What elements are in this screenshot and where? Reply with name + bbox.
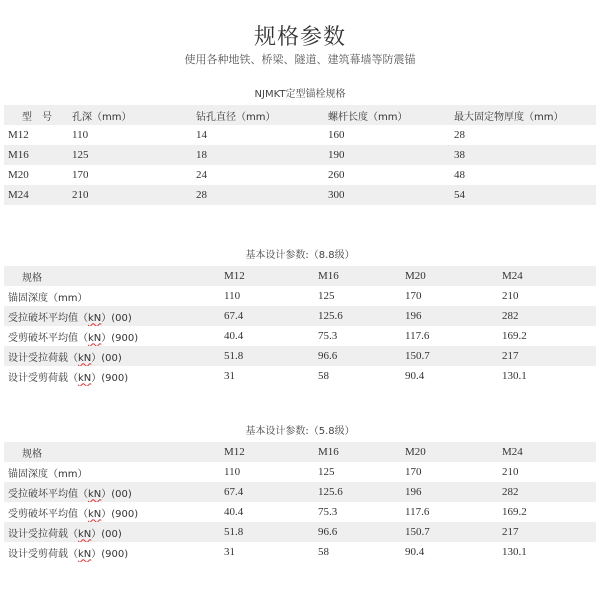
page-subtitle: 使用各种地铁、桥梁、隧道、建筑幕墙等防震锚 <box>184 53 416 66</box>
row-label: 锚固深度（mm） <box>8 468 88 480</box>
table-cell: 196 <box>405 482 502 502</box>
table-cell: 117.6 <box>405 506 430 518</box>
table-row <box>4 286 596 306</box>
row-label: 设计受拉荷载（kN）(00) <box>4 346 224 366</box>
table-cell: 110 <box>72 129 89 141</box>
table-cell: 38 <box>454 145 596 165</box>
table-cell: 28 <box>454 129 465 141</box>
table-row <box>4 346 596 366</box>
table-cell: M24 <box>4 185 72 205</box>
table-cell: 210 <box>72 185 196 205</box>
table-row <box>4 522 596 542</box>
table-row <box>4 482 596 502</box>
table-cell: 28 <box>196 185 328 205</box>
table-cell: 196 <box>405 306 502 326</box>
table-row <box>4 145 596 165</box>
table-cell: 58 <box>318 370 329 382</box>
table-cell: 282 <box>502 306 596 326</box>
table3-title: 基本设计参数:（5.8级） <box>245 426 355 437</box>
table2-title: 基本设计参数:（8.8级） <box>245 250 355 261</box>
header-cell: 孔深（mm） <box>72 105 196 125</box>
table-header-row <box>4 442 596 462</box>
design-params-table-5-8 <box>4 442 596 562</box>
table-cell: 90.4 <box>405 546 425 558</box>
table-cell: 160 <box>328 129 345 141</box>
row-label: 受拉破坏平均值（kN）(00) <box>4 306 224 326</box>
table-cell: 150.7 <box>405 346 502 366</box>
row-label: 受剪破坏平均值（kN）(900) <box>8 508 139 520</box>
header-cell: 型 号 <box>4 105 72 125</box>
design-params-table-8-8 <box>4 266 596 386</box>
header-cell: 钻孔直径（mm） <box>196 105 328 125</box>
header-cell: 规格 <box>4 442 224 462</box>
table-header-row <box>4 266 596 286</box>
table-cell: 67.4 <box>224 482 318 502</box>
table-cell: 58 <box>318 546 329 558</box>
table-cell: 54 <box>454 185 596 205</box>
table-cell: 40.4 <box>224 506 244 518</box>
table-cell: 75.3 <box>318 330 338 342</box>
header-cell: M20 <box>405 442 502 462</box>
table-cell: 260 <box>328 169 345 181</box>
table-cell: M12 <box>8 129 29 141</box>
header-cell: M20 <box>405 266 502 286</box>
table-row <box>4 462 596 482</box>
table-cell: 125 <box>318 290 335 302</box>
table-cell: 130.1 <box>502 370 527 382</box>
table-row <box>4 185 596 205</box>
table-cell: 169.2 <box>502 506 527 518</box>
table-row <box>4 165 596 185</box>
table-cell: 125.6 <box>318 482 405 502</box>
table-cell: 300 <box>328 185 454 205</box>
table-cell: 96.6 <box>318 522 405 542</box>
header-cell: 规格 <box>4 266 224 286</box>
page-title: 规格参数 <box>253 25 346 50</box>
table-cell: 170 <box>405 466 422 478</box>
header-cell: M12 <box>224 442 318 462</box>
row-label: 受剪破坏平均值（kN）(900) <box>8 332 139 344</box>
row-label: 受拉破坏平均值（kN）(00) <box>4 482 224 502</box>
table-cell: 170 <box>72 169 89 181</box>
row-label: 设计受剪荷载（kN）(900) <box>8 372 129 384</box>
table-cell: 51.8 <box>224 346 318 366</box>
table-cell: 18 <box>196 145 328 165</box>
table-cell: 96.6 <box>318 346 405 366</box>
table-cell: 150.7 <box>405 522 502 542</box>
table-row <box>4 125 596 145</box>
table-cell: 125 <box>72 145 196 165</box>
header-cell: M24 <box>502 442 596 462</box>
table-cell: 125.6 <box>318 306 405 326</box>
table-cell: 48 <box>454 169 465 181</box>
table-cell: 217 <box>502 522 596 542</box>
row-label: 设计受拉荷载（kN）(00) <box>4 522 224 542</box>
row-label: 设计受剪荷载（kN）(900) <box>8 548 129 560</box>
table-cell: 75.3 <box>318 506 338 518</box>
table-cell: 210 <box>502 466 519 478</box>
table-cell: 130.1 <box>502 546 527 558</box>
table-cell: 125 <box>318 466 335 478</box>
header-cell: M24 <box>502 266 596 286</box>
table-row <box>4 326 596 346</box>
table-cell: 170 <box>405 290 422 302</box>
table-cell: 117.6 <box>405 330 430 342</box>
table-cell: 110 <box>224 466 241 478</box>
table-cell: 217 <box>502 346 596 366</box>
table-row <box>4 306 596 326</box>
table-cell: 31 <box>224 370 235 382</box>
table-cell: 90.4 <box>405 370 425 382</box>
table-cell: 282 <box>502 482 596 502</box>
table-cell: 110 <box>224 290 241 302</box>
table-cell: 40.4 <box>224 330 244 342</box>
header-cell: 最大固定物厚度（mm） <box>454 105 596 125</box>
header-cell: 螺杆长度（mm） <box>328 105 454 125</box>
table-cell: 210 <box>502 290 519 302</box>
table-cell: 14 <box>196 129 207 141</box>
header-cell: M12 <box>224 266 318 286</box>
table-header-row <box>4 105 596 125</box>
table1-title: NJMKT定型锚栓规格 <box>254 89 346 100</box>
table-cell: M16 <box>4 145 72 165</box>
table-cell: 51.8 <box>224 522 318 542</box>
header-cell: M16 <box>318 266 405 286</box>
table-cell: 24 <box>196 169 207 181</box>
table-cell: 190 <box>328 145 454 165</box>
anchor-spec-table <box>4 105 596 205</box>
header-cell: M16 <box>318 442 405 462</box>
table-cell: 31 <box>224 546 235 558</box>
table-cell: M20 <box>8 169 29 181</box>
table-cell: 67.4 <box>224 306 318 326</box>
table-cell: 169.2 <box>502 330 527 342</box>
table-row <box>4 366 596 386</box>
row-label: 锚固深度（mm） <box>8 292 88 304</box>
table-row <box>4 542 596 562</box>
table-row <box>4 502 596 522</box>
